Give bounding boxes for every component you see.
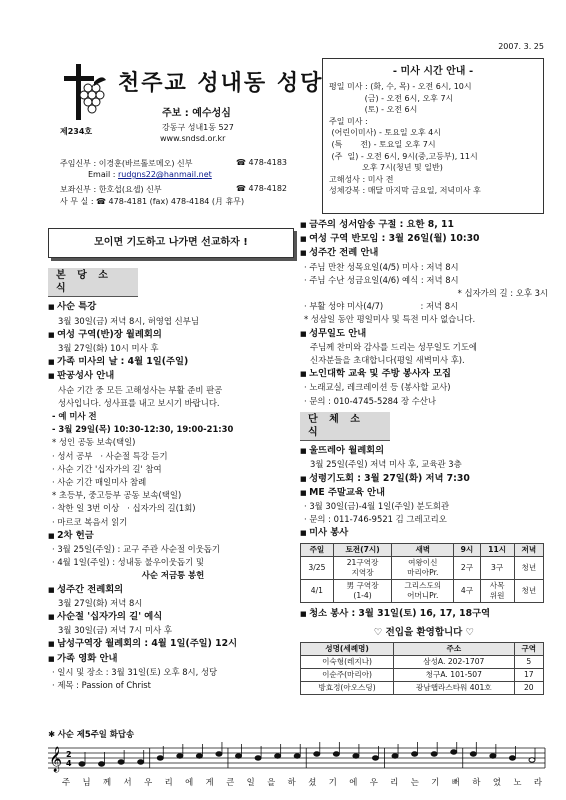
- treble-clef-icon: 𝄞: [49, 747, 63, 772]
- issue-number: 제234호: [60, 127, 93, 136]
- lyric-syllable: 큰: [226, 777, 235, 787]
- table-cell: 이순주(마리아): [301, 669, 394, 682]
- news-text: 3월 27일(화) 10시 미사 후: [58, 343, 159, 354]
- news-text: · 주님 수난 성금요일(4/6) 예식 : 저녁 8시: [304, 274, 459, 285]
- patron-line: 주보 : 예수성심: [162, 108, 231, 119]
- news-heading: ■ 미사 봉사: [300, 526, 548, 540]
- pastor-name: 주임신부 : 이경훈(바르톨로메오) 신부: [60, 159, 193, 168]
- music-note: [314, 752, 320, 756]
- mass-time-line: 오후 7시(청년 및 일반): [329, 163, 443, 173]
- news-heading: ■ 여성 구역(반)장 월례회의: [48, 328, 298, 342]
- lyric-syllable: 님: [82, 777, 91, 787]
- welcome-title: ♡ 전입을 환영합니다 ♡: [373, 626, 475, 638]
- lyric-syllable: 우: [144, 777, 153, 787]
- music-note: [177, 754, 183, 758]
- table-cell: 4/1: [301, 579, 334, 602]
- music-note: [490, 754, 496, 758]
- news-text: · 사순 기간 '십자가의 길' 참여: [52, 463, 162, 474]
- lyric-syllable: 게: [205, 777, 214, 787]
- lyric-syllable: 께: [103, 777, 112, 787]
- mass-time-line: 주일 미사 :: [329, 116, 368, 126]
- psalm-lyrics: [62, 776, 542, 788]
- table-cell: 방효정(아오스딩): [301, 682, 394, 695]
- mass-time-line: 평일 미사 : (화, 수, 목) - 오전 6시, 10시: [329, 82, 472, 91]
- news-text: · 주님 만찬 성목요일(4/5) 미사 : 저녁 8시: [304, 261, 459, 272]
- table-header: 저녁: [514, 543, 543, 556]
- table-cell: 여왕이신 마리아Pr.: [392, 556, 454, 579]
- table-cell: 그리스도의 어머니Pr.: [392, 579, 454, 602]
- lyric-syllable: 에: [185, 777, 194, 787]
- music-note: [236, 754, 242, 758]
- table-cell: 광남햅라스타워 401호: [394, 682, 514, 695]
- news-text: 3월 30일(금) 저녁 7시 미사 후: [58, 625, 172, 636]
- table-cell: 20: [514, 682, 543, 695]
- music-note: [216, 752, 222, 756]
- table-cell: 청구A. 101-507: [394, 669, 514, 682]
- table-cell: 21구역장 지역장: [333, 556, 391, 579]
- music-note: [157, 756, 163, 760]
- news-text: * 성삼일 동안 평일미사 및 특전 미사 없습니다.: [304, 314, 476, 325]
- news-text: 사순 저금통 봉헌: [141, 570, 205, 581]
- music-note: [294, 754, 300, 758]
- news-text: · 3월 30일(금)-4월 1일(주일) 분도회관: [304, 501, 450, 512]
- news-text: · 노래교실, 레크레이션 등 (봉사할 교사): [304, 382, 451, 393]
- assistant-line: [60, 184, 288, 195]
- table-header: 9시: [454, 543, 480, 556]
- lyric-syllable: 는: [410, 777, 419, 787]
- music-note: [138, 760, 144, 764]
- church-title: 천주교 성내동 성당: [118, 71, 324, 96]
- lyric-syllable: 기: [328, 777, 337, 787]
- table-header: 주일: [301, 543, 334, 556]
- news-heading: ■ 금주의 성서암송 구절 : 요한 8, 11: [300, 218, 548, 232]
- news-text: 주님께 찬미와 감사를 드리는 성무일도 기도에: [310, 341, 478, 352]
- music-note: [118, 760, 124, 764]
- table-cell: 17: [514, 669, 543, 682]
- table-row: [301, 579, 544, 602]
- mass-time-line: (특 전) - 토요일 오후 7시: [329, 139, 436, 149]
- lyric-syllable: 리: [164, 777, 173, 787]
- church-logo: [62, 62, 108, 122]
- parish-news-column: [48, 268, 298, 692]
- right-column: [300, 218, 548, 695]
- news-text: · 착한 일 3번 이상 · 십자가의 길(1회): [52, 503, 196, 514]
- mass-time-line: (금) - 오전 6시, 오후 7시: [329, 93, 454, 103]
- music-note: [255, 756, 261, 760]
- lyric-syllable: 셨: [308, 777, 317, 787]
- lyric-syllable: 일: [246, 777, 255, 787]
- table-header: 주소: [394, 643, 514, 656]
- table-row: [301, 556, 544, 579]
- news-text: · 부활 성야 미사(4/7) : 저녁 8시: [304, 301, 459, 312]
- news-heading: ■ 성주간 전례 안내: [300, 246, 548, 260]
- news-text: 사순 기간 중 모든 고해성사는 부활 준비 판공: [58, 384, 223, 395]
- mass-times-title: - 미사 시간 안내 -: [392, 66, 474, 77]
- news-heading: ■ 2차 헌금: [48, 529, 298, 543]
- table-cell: 삼성A. 202-1707: [394, 656, 514, 669]
- mass-times-box: [322, 58, 544, 214]
- lyric-syllable: 하: [287, 777, 296, 787]
- news-text: · 마르코 복음서 읽기: [52, 516, 128, 527]
- pastor-line: [60, 158, 288, 169]
- section-group-news: 단 체 소 식: [300, 412, 390, 441]
- table-header: 성명(세례명): [301, 643, 394, 656]
- table-cell: 사목 위원: [480, 579, 514, 602]
- music-note: [529, 758, 535, 762]
- music-note: [353, 754, 359, 758]
- news-text: * 초등부, 중고등부 공동 보속(택일): [52, 490, 182, 501]
- lyric-syllable: 에: [349, 777, 358, 787]
- church-address: 강동구 성내1동 527: [162, 123, 234, 132]
- lyric-syllable: 노: [513, 777, 522, 787]
- news-text: · 문의 : 010-4745-5284 장 수산나: [304, 395, 436, 406]
- news-text: 3월 30일(금) 저녁 8시, 허영엽 신부님: [58, 315, 199, 326]
- news-heading: ■ ME 주말교육 안내: [300, 486, 548, 500]
- news-text: 3월 25일(주일) 저녁 미사 후, 교육관 3층: [310, 459, 462, 470]
- music-note: [451, 750, 457, 754]
- music-note: [79, 762, 85, 766]
- music-note: [392, 754, 398, 758]
- table-header: 구역: [514, 643, 543, 656]
- table-cell: 청년: [514, 579, 543, 602]
- lyric-syllable: 서: [123, 777, 132, 787]
- news-text: · 제목 : Passion of Christ: [52, 680, 151, 691]
- news-heading: ■ 남성구역장 월례회의 : 4월 1일(주일) 12시: [48, 637, 298, 651]
- lyric-syllable: 우: [369, 777, 378, 787]
- lyric-syllable: 였: [492, 777, 501, 787]
- section-parish-news: 본 당 소 식: [48, 268, 138, 297]
- news-heading: ■ 노인대학 교육 및 주방 봉사자 모집: [300, 367, 548, 381]
- psalm-title-line: [48, 728, 134, 741]
- music-staff: [40, 742, 550, 776]
- table-row: [301, 656, 544, 669]
- cleaning-service: ■ 청소 봉사 : 3월 31일(토) 16, 17, 18구역: [300, 607, 548, 621]
- news-text: · 성서 공부 · 사순절 특강 듣기: [52, 450, 168, 461]
- lyric-syllable: 을: [267, 777, 276, 787]
- lyric-syllable: 주: [62, 777, 71, 787]
- lyric-syllable: 하: [472, 777, 481, 787]
- lyric-syllable: 리: [390, 777, 399, 787]
- pastor-phone: ☎ 478-4183: [236, 158, 288, 167]
- lyric-syllable: 기: [431, 777, 440, 787]
- issue-date: 2007. 3. 25: [498, 42, 544, 51]
- assistant-phone: ☎ 478-4182: [236, 184, 288, 193]
- news-heading: ■ 성무일도 안내: [300, 327, 548, 341]
- table-row: [301, 669, 544, 682]
- news-text: 성사입니다. 성사표를 내고 보시기 바랍니다.: [58, 397, 220, 408]
- mass-time-line: (어린이미사) - 토요일 오후 4시: [329, 128, 441, 138]
- news-text: 신자분들을 초대합니다(평일 새벽미사 후).: [310, 355, 465, 366]
- table-cell: 이숙형(레지나): [301, 656, 394, 669]
- news-text: · 3월 25일(주일) : 교구 주관 사순절 이웃돕기: [52, 544, 220, 555]
- mass-time-line: (주 일) - 오전 6시, 9시(중,고등부), 11시: [329, 151, 478, 161]
- table-cell: 2구: [454, 556, 480, 579]
- lyric-syllable: 라: [533, 777, 542, 787]
- music-note: [470, 752, 476, 756]
- email-line: [88, 170, 212, 179]
- news-text: · 4월 1일(주일) : 성내동 불우이웃돕기 및: [52, 557, 204, 568]
- table-cell: 4구: [454, 579, 480, 602]
- table-header: 토전(7시): [333, 543, 391, 556]
- welcome-table: [300, 642, 544, 695]
- mass-time-line: (토) - 오전 6시: [329, 105, 418, 115]
- news-text: · 일시 및 장소 : 3월 31일(토) 오후 8시, 성당: [52, 666, 218, 677]
- news-heading: ■ 판공성사 안내: [48, 369, 298, 383]
- music-note: [509, 756, 515, 760]
- news-text: * 성인 공동 보속(택일): [52, 437, 136, 448]
- svg-text:4: 4: [66, 759, 72, 768]
- news-heading: ■ 성주간 전례회의: [48, 583, 298, 597]
- table-row: [301, 682, 544, 695]
- lyric-syllable: 뻐: [451, 777, 460, 787]
- mass-time-line: 고해성사 : 미사 전: [329, 174, 394, 184]
- news-heading: ■ 여성 구역 반모임 : 3월 26일(월) 10:30: [300, 232, 548, 246]
- table-cell: 3/25: [301, 556, 334, 579]
- music-note: [372, 756, 378, 760]
- music-note: [196, 754, 202, 758]
- news-text: 3월 27일(화) 저녁 8시: [58, 597, 143, 608]
- email-link[interactable]: rudgns22@hanmail.net: [117, 170, 212, 179]
- assistant-name: 보좌신부 : 한호섭(요셉) 신부: [60, 185, 162, 194]
- news-heading: ■ 가족 미사의 날 : 4월 1일(주일): [48, 355, 298, 369]
- news-text: - 예 미사 전: [52, 411, 97, 422]
- music-note: [99, 762, 105, 766]
- news-heading: ■ 울뜨레아 월례회의: [300, 444, 548, 458]
- news-heading: ■ 가족 영화 안내: [48, 652, 298, 666]
- music-note: [275, 754, 281, 758]
- table-cell: 5: [514, 656, 543, 669]
- svg-text:2: 2: [66, 750, 72, 759]
- table-cell: 男 구역장 (1-4): [333, 579, 391, 602]
- news-text: · 사순 기간 매일미사 참례: [52, 477, 147, 488]
- news-text: · 문의 : 011-746-9521 김 그레고리오: [304, 514, 447, 525]
- website-link[interactable]: www.sndsd.or.kr: [160, 134, 226, 143]
- music-note: [333, 752, 339, 756]
- music-note: [431, 752, 437, 756]
- table-cell: 청년: [514, 556, 543, 579]
- office-line: 사 무 실 : ☎ 478-4181 (fax) 478-4184 (月 휴무): [60, 197, 245, 206]
- table-header: 새벽: [392, 543, 454, 556]
- slogan-box: 모이면 기도하고 나가면 선교하자 !: [48, 228, 294, 258]
- news-heading: ■ 사순 특강: [48, 300, 298, 314]
- news-text: - 3월 29일(목) 10:30-12:30, 19:00-21:30: [52, 424, 234, 435]
- table-header: 11시: [480, 543, 514, 556]
- asterisk-icon: ✱: [48, 729, 58, 739]
- news-heading: ■ 사순절 '십자가의 길' 예식: [48, 610, 298, 624]
- email-label: Email :: [88, 170, 118, 179]
- mass-service-table: [300, 543, 544, 603]
- table-cell: 3구: [480, 556, 514, 579]
- psalm-title: 사순 제5주일 화답송: [57, 729, 135, 739]
- mass-time-line: 성체강복 : 매달 마지막 금요일, 저녁미사 후: [329, 186, 481, 196]
- news-heading: ■ 성령기도회 : 3월 27일(화) 저녁 7:30: [300, 472, 548, 486]
- music-note: [412, 752, 418, 756]
- news-text: * 십자가의 길 : 오후 3시: [457, 288, 548, 299]
